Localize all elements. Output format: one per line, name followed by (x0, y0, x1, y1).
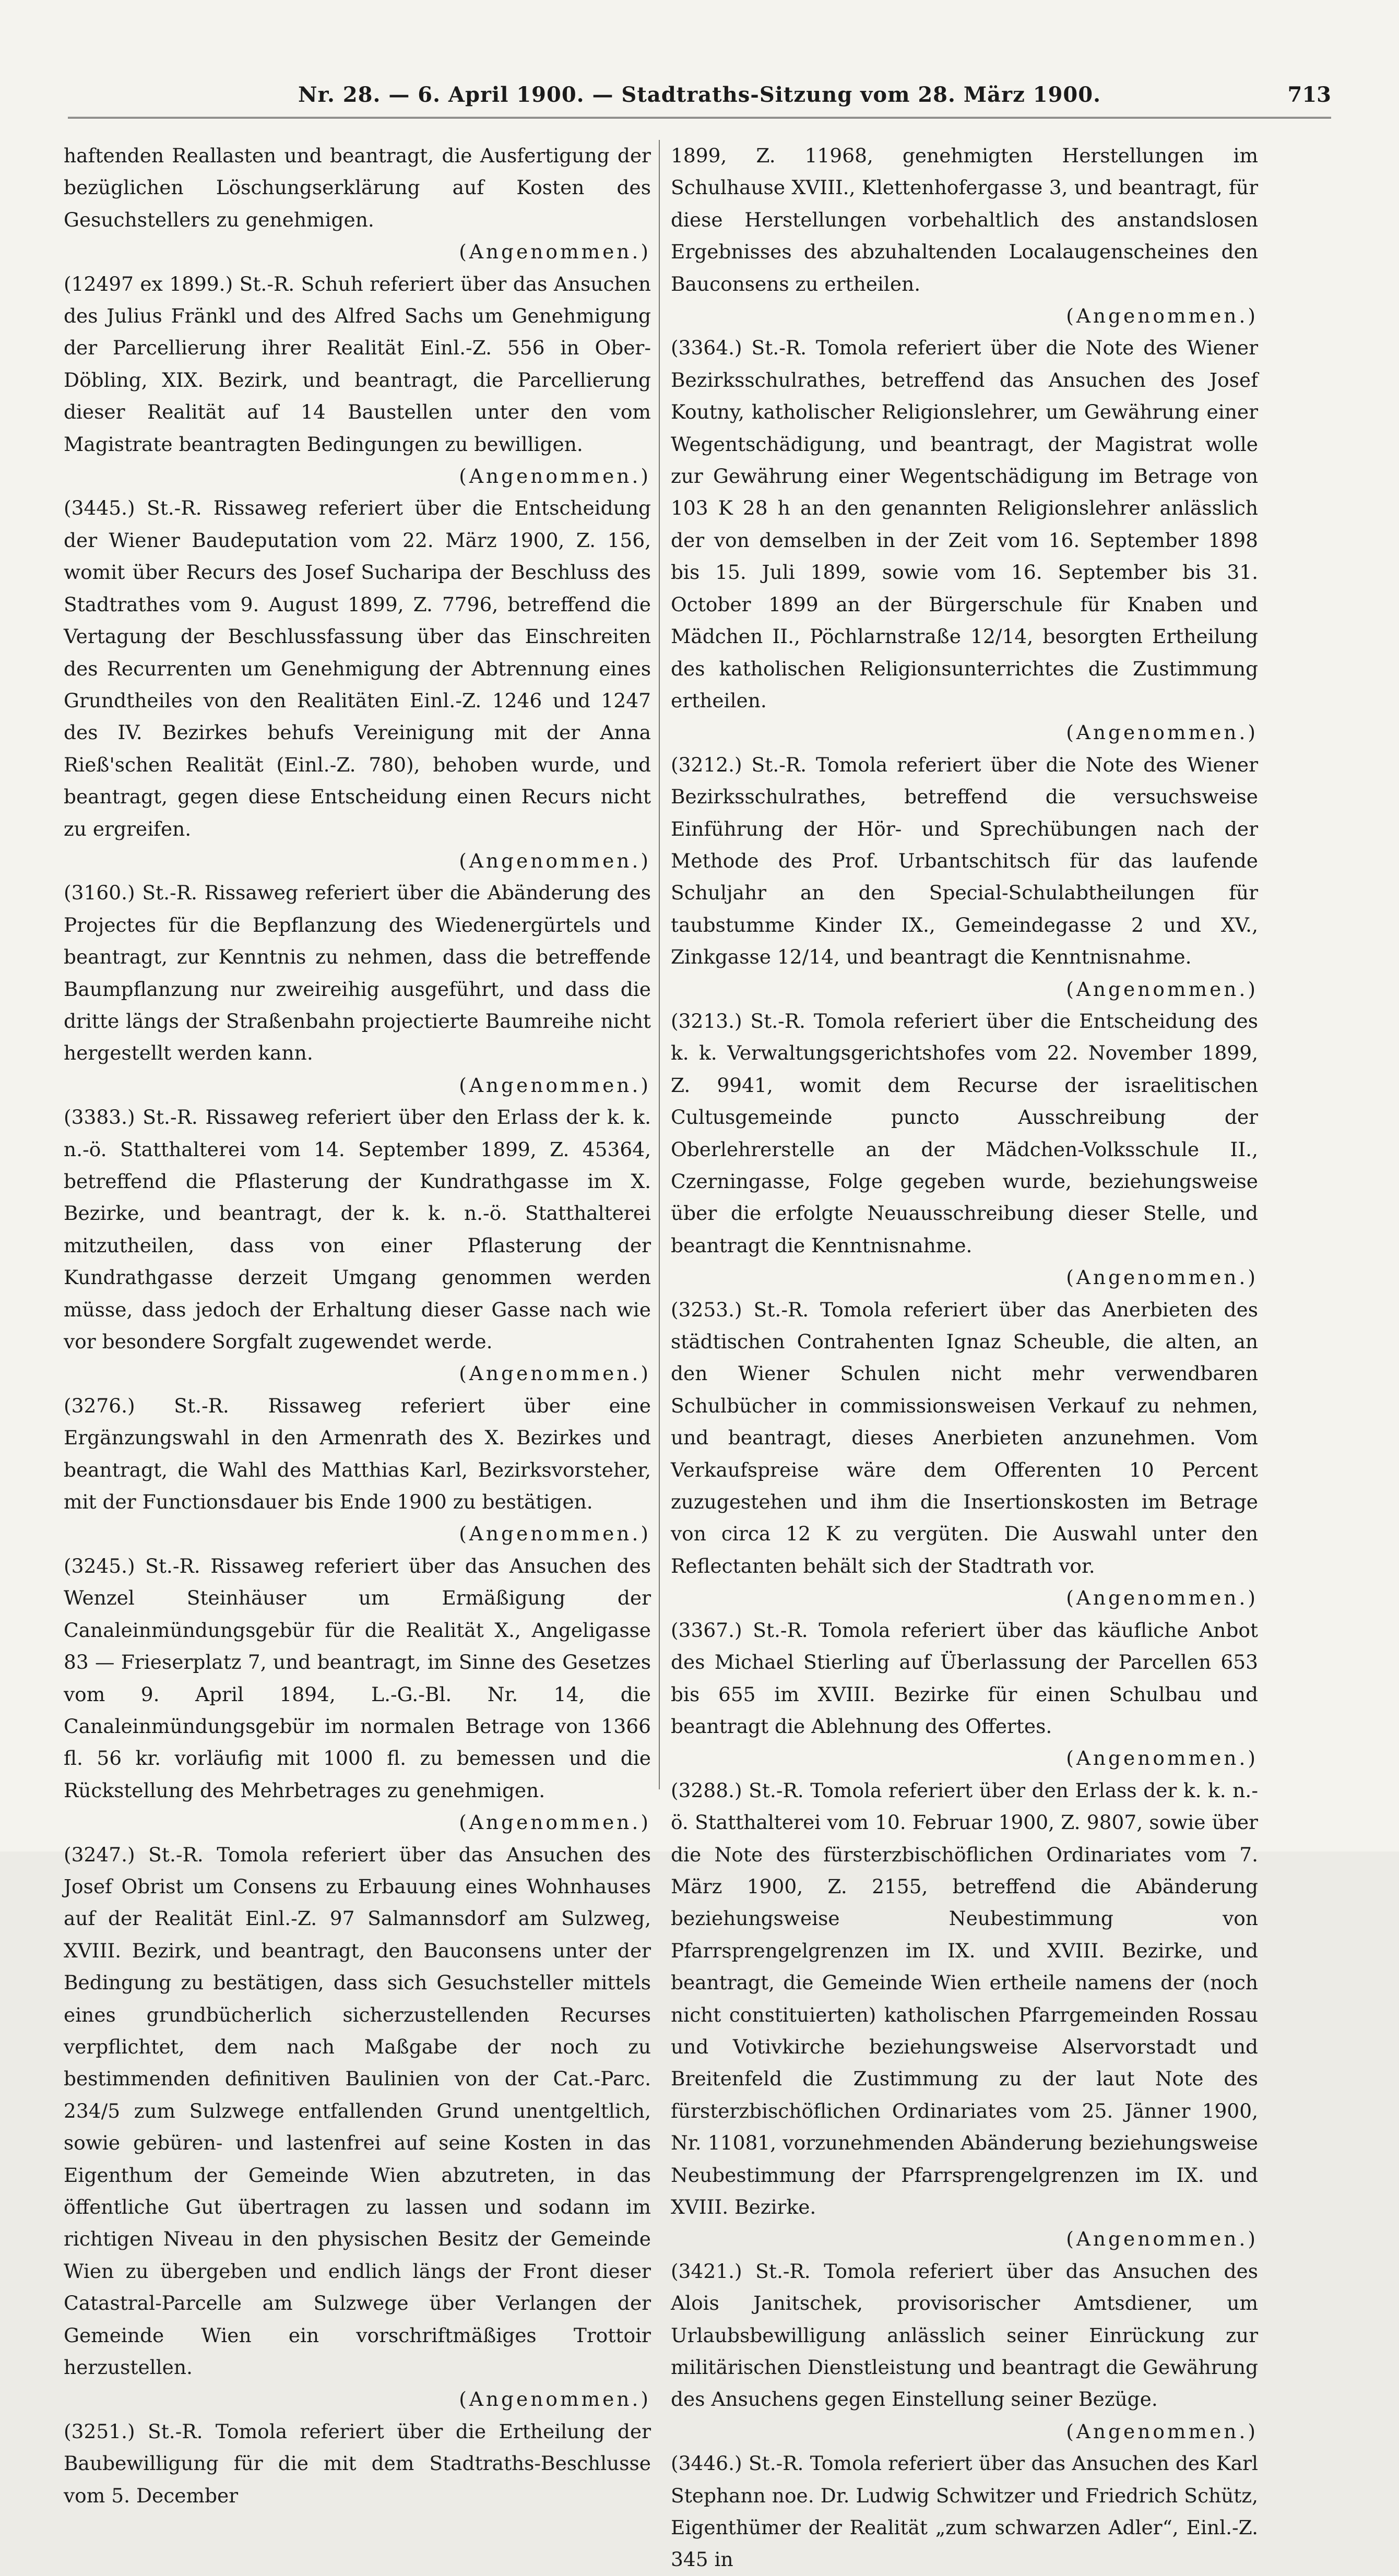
minutes-entry: (3364.) St.-R. Tomola referiert über die Note des Wiener Bezirksschulrathes, betreffend das Ansuchen des Josef Koutny, katholischer Religionslehrer, um Gewährung einer Wegentschädigung, und beantragt, der Magistrat wolle zur Gewährung einer Wegentschädigung im Betrage von 103 K 28 h an den genannten Religionslehrer anlässlich der von demselben in der Zeit vom 16. September 1898 bis 15. Juli 1899, sowie vom 16. September bis 31. October 1899 an der Bürgerschule für Knaben und Mädchen II., Pöchlarnstraße 12/14, besorgten Ertheilung des katholischen Religionsunterrichtes die Zustimmung ertheilen. (671, 336, 1258, 712)
minutes-entry: (3213.) St.-R. Tomola referiert über die Entscheidung des k. k. Verwaltungsgerichtshofes vom 22. November 1899, Z. 9941, womit dem Recurse der israelitischen Cultusgemeinde puncto Ausschreibung der Oberlehrerstelle an der Mädchen-Volksschule II., Czerningasse, Folge gegeben wurde, beziehungsweise über die erfolgte Neuausschreibung dieser Stelle, und beantragt die Kenntnisnahme. (671, 1009, 1258, 1257)
minutes-entry: (3245.) St.-R. Rissaweg referiert über das Ansuchen des Wenzel Steinhäuser um Ermäßigung der Canaleinmündungsgebür für die Realität X., Angeligasse 83 — Frieserplatz 7, und beantragt, im Sinne des Gesetzes vom 9. April 1894, L.-G.-Bl. Nr. 14, die Canaleinmündungsgebür im normalen Betrage von 1366 fl. 56 kr. vorläufig mit 1000 fl. zu bemessen und die Rückstellung des Mehrbetrages zu genehmigen. (64, 1554, 651, 1802)
minutes-entry: (3445.) St.-R. Rissaweg referiert über die Entscheidung der Wiener Baudeputation vom 22. März 1900, Z. 156, womit über Recurs des Josef Sucharipa der Beschluss des Stadtrathes vom 9. August 1899, Z. 7796, betreffend die Vertagung der Beschlussfassung über das Einschreiten des Recurrenten um Genehmigung der Abtrennung eines Grundtheiles von den Realitäten Einl.-Z. 1246 und 1247 des IV. Bezirkes behufs Vereinigung mit der Anna Rieß'schen Realität (Einl.-Z. 780), behoben wurde, und beantragt, gegen diese Entscheidung einen Recurs nicht zu ergreifen. (64, 496, 651, 840)
resolution-status: (Angenommen.) (459, 1073, 651, 1097)
minutes-entry: (3276.) St.-R. Rissaweg referiert über eine Ergänzungswahl in den Armenrath des X. Bezirkes und beantragt, die Wahl des Matthias Karl, Bezirksvorsteher, mit der Functionsdauer bis Ende 1900 zu bestätigen. (64, 1394, 651, 1514)
minutes-entry: (3247.) St.-R. Tomola referiert über das Ansuchen des Josef Obrist um Consens zu Erbauung eines Wohnhauses auf der Realität Einl.-Z. 97 Salmannsdorf am Sulzweg, XVIII. Bezirk, und beantragt, den Bauconsens unter der Bedingung zu bestätigen, dass sich Gesuchsteller mittels eines grundbücherlich sicherzustellenden Recurses verpflichtet, dem nach Maßgabe der noch zu bestimmenden definitiven Baulinien von der Cat.-Parc. 234/5 zum Sulzwege entfallenden Grund unentgeltlich, sowie gebüren- und lastenfrei auf seine Kosten in das Eigenthum der Gemeinde Wien abzutreten, in das öffentliche Gut übertragen zu lassen und sodann im richtigen Niveau in den physischen Besitz der Gemeinde Wien zu übergeben und endlich längs der Front dieser Catastral-Parcelle am Sulzwege über Verlangen der Gemeinde Wien ein vorschriftmäßiges Trottoir herzustellen. (64, 1843, 651, 2379)
minutes-entry: (12497 ex 1899.) St.-R. Schuh referiert über das Ansuchen des Julius Fränkl und des Alfred Sachs um Genehmigung der Parcellierung ihrer Realität Einl.-Z. 556 in Ober-Döbling, XIX. Bezirk, und beantragt, die Parcellierung dieser Realität auf 14 Baustellen unter den vom Magistrate beantragten Bedingungen zu bewilligen. (64, 272, 651, 456)
left-column (64, 140, 651, 2512)
minutes-entry: (3212.) St.-R. Tomola referiert über die Note des Wiener Bezirksschulrathes, betreffend die versuchsweise Einführung der Hör- und Sprechübungen nach der Methode des Prof. Urbantschitsch für das laufende Schuljahr an den Special-Schulabtheilungen für taubstumme Kinder IX., Gemeindegasse 2 und XV., Zinkgasse 12/14, und beantragt die Kenntnisnahme. (671, 753, 1258, 969)
resolution-status: (Angenommen.) (459, 2388, 651, 2411)
minutes-entry: (3383.) St.-R. Rissaweg referiert über den Erlass der k. k. n.-ö. Statthalterei vom 14. September 1899, Z. 45364, betreffend die Pflasterung der Kundrathgasse im X. Bezirke, und beantragt, der k. k. n.-ö. Statthalterei mitzutheilen, dass von einer Pflasterung der Kundrathgasse derzeit Umgang genommen werden müsse, dass jedoch der Erhaltung dieser Gasse nach wie vor besondere Sorgfalt zugewendet werde. (64, 1106, 651, 1354)
resolution-status: (Angenommen.) (459, 849, 651, 872)
resolution-status: (Angenommen.) (1066, 977, 1258, 1001)
resolution-status: (Angenommen.) (1066, 1747, 1258, 1770)
resolution-status: (Angenommen.) (459, 1362, 651, 1385)
minutes-entry: (3160.) St.-R. Rissaweg referiert über die Abänderung des Projectes für die Bepflanzung des Wiedenergürtels und beantragt, zur Kenntnis zu nehmen, dass die betreffende Baumpflanzung nur zweireihig ausgeführt, und dass die dritte längs der Straßenbahn projectierte Baumreihe nicht hergestellt werden kann. (64, 881, 651, 1065)
entry-continuation: 1899, Z. 11968, genehmigten Herstellungen im Schulhause XVIII., Klettenhofergasse 3, und beantragt, für diese Herstellungen vorbehaltlich des anstandslosen Ergebnisses des abzuhaltenden Localaugenscheines den Bauconsens zu ertheilen. (671, 144, 1258, 295)
resolution-status: (Angenommen.) (459, 1811, 651, 1834)
resolution-status: (Angenommen.) (459, 1522, 651, 1546)
minutes-entry: (3446.) St.-R. Tomola referiert über das Ansuchen des Karl Stephann noe. Dr. Ludwig Schwitzer und Friedrich Schütz, Eigenthümer der Realität „zum schwarzen Adler“, Einl.-Z. 345 in (671, 2452, 1258, 2571)
resolution-status: (Angenommen.) (1066, 1586, 1258, 1610)
resolution-status: (Angenommen.) (1066, 2227, 1258, 2251)
page-header-title: Nr. 28. — 6. April 1900. — Stadtraths-Sitzung vom 28. März 1900. (298, 82, 1101, 107)
minutes-entry: (3421.) St.-R. Tomola referiert über das Ansuchen des Alois Janitschek, provisorischer Amtsdiener, um Urlaubsbewilligung anlässlich seiner Einrückung zur militärischen Dienstleistung und beantragt die Gewährung des Ansuchens gegen Einstellung seiner Bezüge. (671, 2259, 1258, 2411)
minutes-entry: (3367.) St.-R. Tomola referiert über das käufliche Anbot des Michael Stierling auf Überlassung der Parcellen 653 bis 655 im XVIII. Bezirke für einen Schulbau und beantragt die Ablehnung des Offertes. (671, 1618, 1258, 1738)
resolution-status: (Angenommen.) (1066, 721, 1258, 744)
minutes-entry: (3253.) St.-R. Tomola referiert über das Anerbieten des städtischen Contrahenten Ignaz Scheuble, die alten, an den Wiener Schulen nicht mehr verwendbaren Schulbücher in commissionsweisen Verkauf zu nehmen, und beantragt, dieses Anerbieten anzunehmen. Vom Verkaufspreise wäre dem Offerenten 10 Percent zuzugestehen und ihm die Insertionskosten im Betrage von circa 12 K zu vergüten. Die Auswahl unter den Reflectanten behält sich der Stadtrath vor. (671, 1298, 1258, 1577)
minutes-entry: (3288.) St.-R. Tomola referiert über den Erlass der k. k. n.-ö. Statthalterei vom 10. Februar 1900, Z. 9807, sowie über die Note des fürsterzbischöflichen Ordinariates vom 7. März 1900, Z. 2155, betreffend die Abänderung beziehungsweise Neubestimmung von Pfarrsprengelgrenzen im IX. und XVIII. Bezirke, und beantragt, die Gemeinde Wien ertheile namens der (noch nicht constituierten) katholischen Pfarrgemeinden Rossau und Votivkirche beziehungsweise Alservorstadt und Breitenfeld die Zustimmung zu der laut Note des fürsterzbischöflichen Ordinariates vom 25. Jänner 1900, Nr. 11081, vorzunehmenden Abänderung beziehungsweise Neubestimmung der Pfarrsprengelgrenzen im IX. und XVIII. Bezirke. (671, 1778, 1258, 2218)
header-rule (68, 117, 1331, 124)
resolution-status: (Angenommen.) (459, 465, 651, 488)
resolution-status: (Angenommen.) (459, 240, 651, 264)
resolution-status: (Angenommen.) (1066, 1266, 1258, 1289)
resolution-status: (Angenommen.) (1066, 2419, 1258, 2443)
page-header (68, 78, 1331, 115)
minutes-entry: (3251.) St.-R. Tomola referiert über die Ertheilung der Baubewilligung für die mit dem Stadtraths-Beschlusse vom 5. December (64, 2419, 651, 2507)
right-column (671, 140, 1258, 2576)
page-number: 713 (1287, 82, 1331, 107)
resolution-status: (Angenommen.) (1066, 304, 1258, 328)
entry-continuation: haftenden Reallasten und beantragt, die Ausfertigung der bezüglichen Löschungserklärung auf Kosten des Gesuchstellers zu genehmigen. (64, 144, 651, 231)
column-divider (659, 140, 660, 1789)
